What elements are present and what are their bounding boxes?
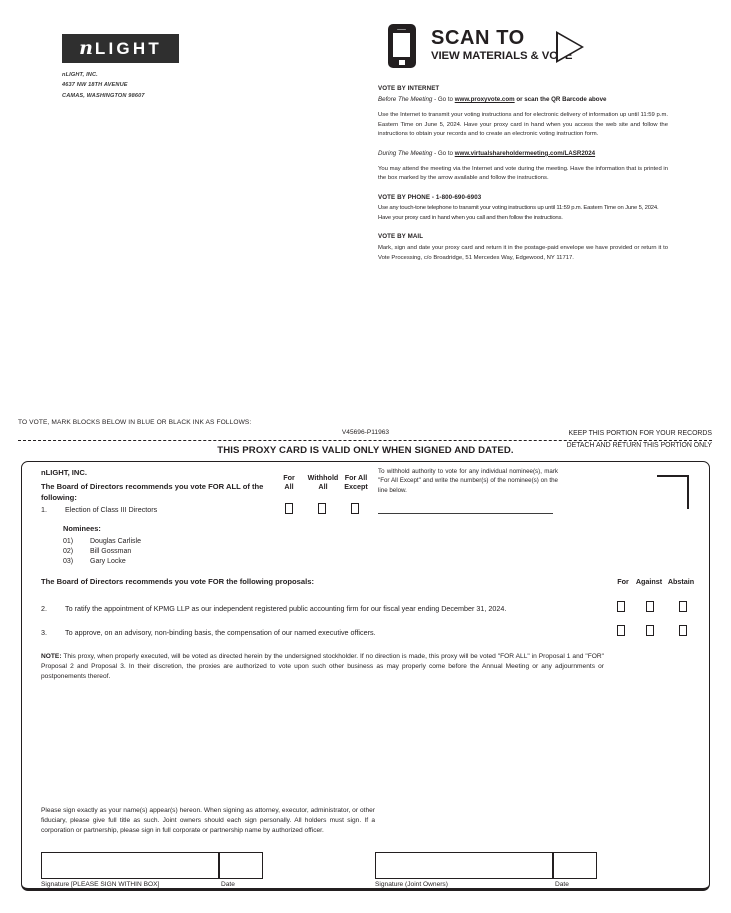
scan-to-header (388, 22, 588, 72)
play-triangle-icon (556, 31, 584, 63)
company-address-city: CAMAS, WASHINGTON 98607 (62, 92, 145, 99)
during-meeting-connector: - Go to (432, 149, 455, 157)
vote-by-internet-heading: VOTE BY INTERNET (378, 85, 440, 92)
before-meeting-tail: or scan the QR Barcode above (514, 96, 607, 104)
checkbox-proposal-2-against[interactable] (646, 601, 654, 612)
withhold-authority-note: To withhold authority to vote for any individual nominee(s), mark "For All Except" and write the number(s) of the nominee(s) on the line below. (378, 468, 558, 494)
vote-instructions-panel (378, 84, 668, 263)
proxy-note-block (41, 652, 604, 682)
checkbox-withhold-all[interactable] (318, 503, 326, 514)
nominee-2-name: Bill Gossman (90, 548, 132, 556)
proposal-3-row (41, 628, 581, 637)
board-recommendation-proposals: The Board of Directors recommends you vote FOR the following proposals: (41, 577, 314, 586)
column-header-abstain: Abstain (667, 577, 695, 586)
before-meeting-connector: - Go to (432, 96, 455, 104)
signature-field[interactable] (41, 852, 219, 879)
checkbox-for-all-except[interactable] (351, 503, 359, 514)
proposal-2-text: To ratify the appointment of KPMG LLP as our independent registered public accounting firm for our fiscal year ending December 31, 2024. (65, 604, 507, 613)
proposal-2-row (41, 604, 581, 613)
logo-n-mark: n (79, 37, 93, 59)
checkbox-proposal-3-abstain[interactable] (679, 625, 687, 636)
company-address-name: nLIGHT, INC. (62, 72, 98, 78)
column-header-for-all-line1: For (283, 473, 295, 482)
column-header-for: For (617, 577, 629, 586)
list-item (63, 547, 141, 557)
checkbox-proposal-2-for[interactable] (617, 601, 625, 612)
column-header-for-all-except-line2: Except (344, 482, 368, 491)
smartphone-icon (388, 24, 416, 68)
phone-home-button-detail (399, 60, 405, 65)
nominee-1-number: 01) (63, 538, 74, 545)
joint-signature-field-caption: Signature (Joint Owners) (375, 881, 448, 888)
checkbox-proposal-3-against[interactable] (646, 625, 654, 636)
vote-by-mail-body: Mark, sign and date your proxy card and return it in the postage-paid envelope we have provided or return it to Vote Processing, c/o Broadridge, 51 Mercedes Way, Edgewood, NY 11717. (378, 245, 668, 261)
scan-to-title: SCAN TO (431, 27, 525, 49)
scan-to-subtitle: VIEW MATERIALS & VOTE (431, 50, 573, 62)
proposal-1-number: 1. (41, 505, 47, 514)
nominees-label: Nominees: (63, 524, 101, 533)
corner-bracket-vertical (687, 475, 689, 509)
checkbox-for-all[interactable] (285, 503, 293, 514)
during-meeting-label: During The Meeting (378, 149, 433, 157)
card-company-name: nLIGHT, INC. (41, 468, 87, 477)
virtual-meeting-link[interactable]: www.virtualshareholdermeeting.com/LASR2024 (454, 149, 596, 157)
nominee-1-name: Douglas Carlisle (90, 538, 141, 545)
tear-off-dashed-line (18, 440, 712, 441)
proxyvote-link[interactable]: www.proxyvote.com (454, 96, 515, 104)
checkbox-proposal-2-abstain[interactable] (679, 601, 687, 612)
checkbox-proposal-3-for[interactable] (617, 625, 625, 636)
company-address-street: 4637 NW 18TH AVENUE (62, 82, 128, 89)
joint-date-field-caption: Date (555, 881, 569, 888)
list-item (63, 557, 141, 567)
phone-screen-detail (392, 32, 411, 58)
vote-during-meeting-body: You may attend the meeting via the Internet and vote during the meeting. Have the information that is printed in the box marked by the arrow available and follow the instructions. (378, 165, 668, 182)
phone-speaker-detail (397, 29, 406, 31)
nominee-3-number: 03) (63, 558, 74, 566)
column-header-withhold-all-line1: Withhold (307, 473, 339, 482)
vote-by-phone-body: Use any touch-tone telephone to transmit your voting instructions up until 11:59 p.m. Eastern Time on June 5, 2024. Have your proxy card in hand when you call and then follow the instructions. (378, 205, 659, 221)
company-logo (62, 34, 179, 63)
column-header-for-all-except-line1: For All (344, 473, 368, 482)
list-item (63, 537, 141, 547)
signature-field-caption: Signature [PLEASE SIGN WITHIN BOX] (41, 881, 160, 888)
proxy-note-label: NOTE: (41, 653, 62, 660)
date-field[interactable] (219, 852, 263, 879)
proposal-3-text: To approve, on an advisory, non-binding basis, the compensation of our named executive officers. (65, 628, 376, 637)
control-number: V45696-P11963 (341, 429, 390, 436)
before-meeting-label: Before The Meeting (378, 96, 433, 104)
corner-bracket-horizontal (657, 475, 689, 477)
joint-date-field[interactable] (553, 852, 597, 879)
nominee-exception-writein-line[interactable] (378, 513, 553, 514)
keep-portion-label: KEEP THIS PORTION FOR YOUR RECORDS (568, 430, 712, 437)
nominees-list (63, 537, 141, 568)
vote-by-mail-heading: VOTE BY MAIL (378, 233, 424, 241)
vote-by-phone-heading: VOTE BY PHONE - 1-800-690-6903 (378, 193, 482, 201)
corner-bracket-mark (657, 475, 689, 509)
column-header-for-all-except (334, 473, 378, 491)
vote-before-meeting-line (378, 95, 668, 105)
scan-to-text (431, 28, 572, 62)
column-header-for-all-line2: All (284, 482, 294, 491)
nominee-2-number: 02) (63, 548, 74, 556)
proxy-valid-banner: THIS PROXY CARD IS VALID ONLY WHEN SIGNED AND DATED. (217, 445, 514, 456)
date-field-caption: Date (221, 881, 235, 888)
logo-light-wordmark: LIGHT (94, 39, 162, 58)
proposal-3-number: 3. (41, 628, 47, 637)
board-recommendation-all: The Board of Directors recommends you vote FOR ALL of the following: (41, 482, 264, 502)
proposal-1-row (41, 505, 271, 514)
proposal-1-text: Election of Class III Directors (65, 505, 158, 514)
vote-by-internet-body: Use the Internet to transmit your voting instructions and for electronic delivery of information up until 11:59 p.m. Eastern Time on June 5, 2024. Have your proxy card in hand when you access the web site and follow the instructions to obtain your records and to create an electronic voting instruction form. (378, 112, 668, 138)
column-header-against: Against (635, 577, 663, 586)
signature-instructions: Please sign exactly as your name(s) appear(s) hereon. When signing as attorney, executor, administrator, or other fiduciary, please give full title as such. Joint owners should each sign personally. All holders must sign. If a corporation or partnership, please sign in full corporate or partnership name by authorized officer. (41, 807, 375, 835)
joint-signature-field[interactable] (375, 852, 553, 879)
column-header-withhold-all-line2: All (318, 482, 328, 491)
proxy-note-text: This proxy, when properly executed, will be voted as directed herein by the undersigned stockholder. If no direction is made, this proxy will be voted "FOR ALL" in Proposal 1 and "FOR" Proposal 2 and Proposal 3. In their discretion, the proxies are authorized to vote upon such other business as may properly come before the Annual Meeting or any adjournments or postponements thereof. (41, 653, 604, 680)
detach-portion-label: DETACH AND RETURN THIS PORTION ONLY (566, 442, 712, 449)
vote-during-meeting-line (378, 149, 668, 159)
proposal-2-number: 2. (41, 604, 47, 613)
nominee-3-name: Gary Locke (90, 558, 126, 566)
mark-blocks-instruction: TO VOTE, MARK BLOCKS BELOW IN BLUE OR BLACK INK AS FOLLOWS: (18, 419, 252, 426)
company-address (62, 70, 262, 101)
